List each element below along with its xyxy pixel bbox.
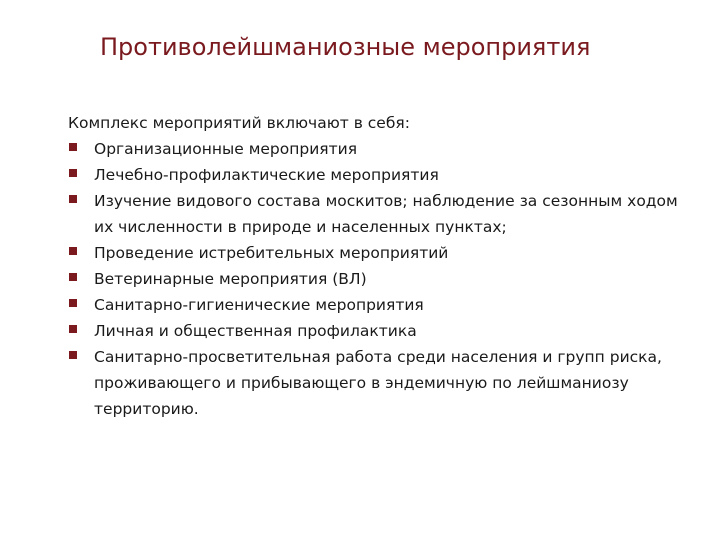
slide-title: Противолейшманиозные мероприятия [100,33,591,61]
square-bullet-icon [69,195,77,203]
square-bullet-icon [69,273,77,281]
list-item-text: Проведение истребительных мероприятий [94,244,449,262]
list-item-text: Санитарно-просветительная работа среди населения и групп риска, проживающего и прибывающего в эндемичную по лейшманиозу территорию. [94,348,662,418]
list-item-text: Изучение видового состава москитов; наблюдение за сезонным ходом их численности в природе и населенных пунктах; [94,192,678,236]
intro-text: Комплекс мероприятий включают в себя: [68,114,410,132]
square-bullet-icon [69,169,77,177]
list-item-text: Личная и общественная профилактика [94,322,417,340]
list-item [68,318,698,344]
list-item-text: Ветеринарные мероприятия (ВЛ) [94,270,367,288]
square-bullet-icon [69,247,77,255]
square-bullet-icon [69,325,77,333]
list-item [68,136,698,162]
list-item [68,162,698,188]
list-item [68,344,698,422]
list-item-text: Организационные мероприятия [94,140,358,158]
square-bullet-icon [69,143,77,151]
list-item-text: Санитарно-гигиенические мероприятия [94,296,424,314]
list-item [68,266,698,292]
list-item [68,292,698,318]
square-bullet-icon [69,299,77,307]
list-item [68,240,698,266]
square-bullet-icon [69,351,77,359]
slide-content [68,110,698,422]
list-item-text: Лечебно-профилактические мероприятия [94,166,439,184]
list-item [68,188,698,240]
bullet-list [68,136,698,422]
